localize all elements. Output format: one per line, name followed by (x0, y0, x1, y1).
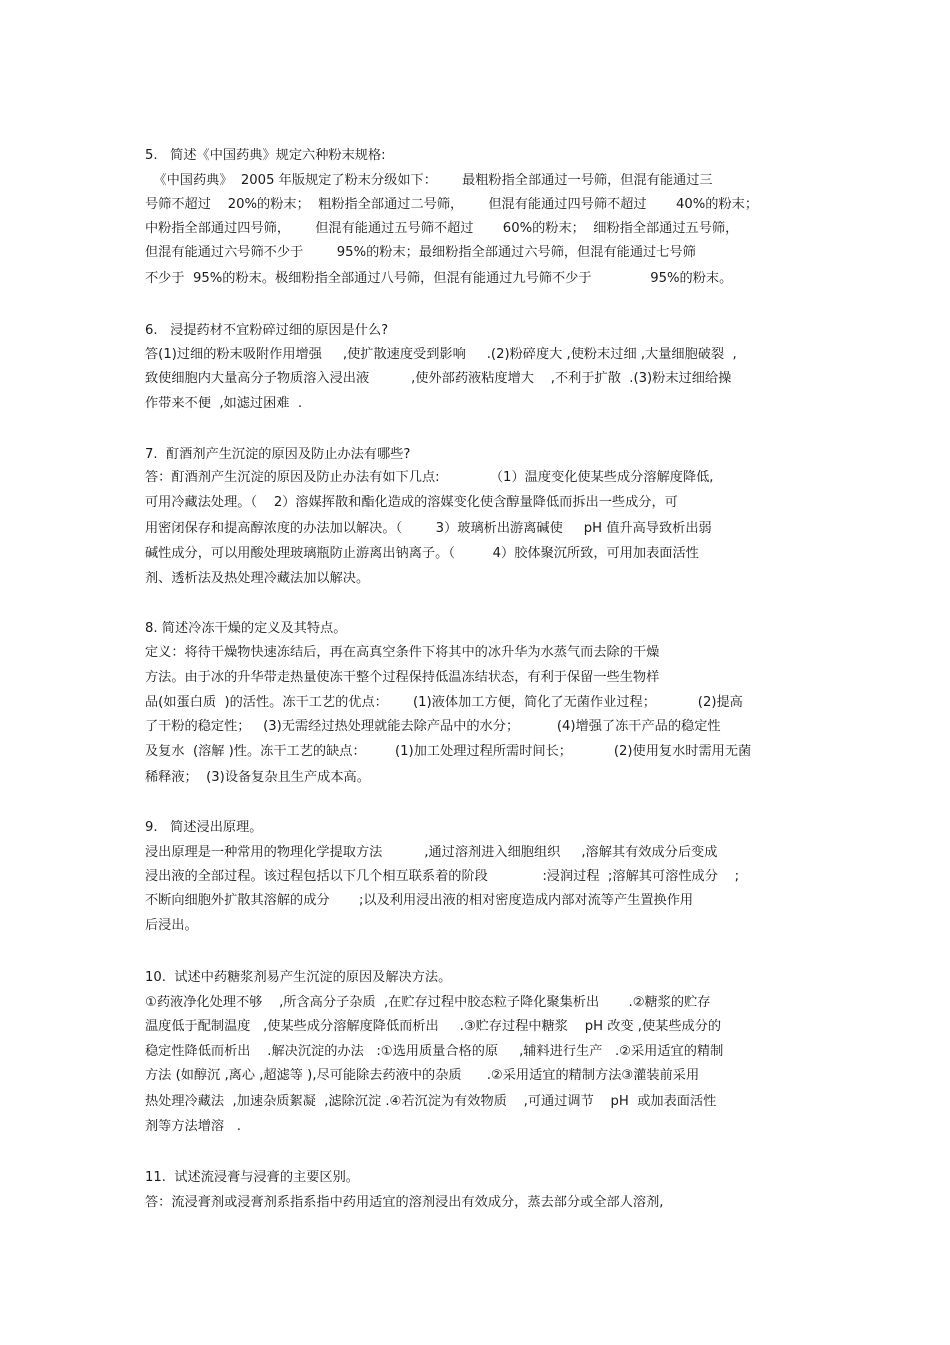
question-5-line: 不少于 95%的粉末。极细粉指全部通过八号筛，但混有能通过九号筛不少于 95%的粉末。 (145, 271, 733, 286)
question-10-line: 剂等方法增溶 . (145, 1119, 241, 1134)
question-10-title: 10. 试述中药糖浆剂易产生沉淀的原因及解决方法。 (145, 970, 452, 985)
question-9-line: 浸出液的全部过程。该过程包括以下几个相互联系着的阶段 :浸润过程 ;溶解其可溶性成分 ; (145, 869, 740, 884)
question-9-title: 9. 简述浸出原理。 (145, 820, 263, 835)
question-8-line: 了干粉的稳定性； (3)无需经过热处理就能去除产品中的水分； (4)增强了冻干产品的稳定性 (145, 719, 721, 734)
question-11-title: 11. 试述流浸膏与浸膏的主要区别。 (145, 1170, 359, 1185)
question-10-line: 稳定性降低而析出 .解决沉淀的办法 :①选用质量合格的原 ,辅料进行生产 .②采用适宜的精制 (145, 1044, 724, 1059)
question-8-line: 品(如蛋白质 )的活性。冻干工艺的优点： (1)液体加工方便，简化了无菌作业过程； (2)提高 (145, 695, 743, 710)
question-6-line: 作带来不便 ,如滤过困难 . (145, 396, 303, 411)
question-7-line: 答：酊酒剂产生沉淀的原因及防止办法有如下几点: （1）温度变化使某些成分溶解度降低, (145, 470, 714, 485)
question-6-line: 答(1)过细的粉末吸附作用增强 ,使扩散速度受到影响 .(2)粉碎度大 ,使粉末过细 ,大量细胞破裂 , (145, 347, 737, 362)
question-10-line: 热处理冷藏法 ,加速杂质絮凝 ,滤除沉淀 .④若沉淀为有效物质 ,可通过调节 pH 或加表面活性 (145, 1094, 717, 1109)
question-7-line: 剂、透析法及热处理冷藏法加以解决。 (145, 571, 370, 586)
question-6-title: 6. 浸提药材不宜粉碎过细的原因是什么? (145, 323, 389, 338)
question-10-line: ①药液净化处理不够 ,所含高分子杂质 ,在贮存过程中胶态粒子降化聚集析出 .②糖浆的贮存 (145, 995, 711, 1010)
question-8-line: 稀释液； (3)设备复杂且生产成本高。 (145, 770, 370, 785)
question-5-line: 号筛不超过 20%的粉末； 粗粉指全部通过二号筛， 但混有能通过四号筛不超过 40%的粉末； (145, 197, 759, 212)
question-5-line: 中粉指全部通过四号筛， 但混有能通过五号筛不超过 60%的粉末； 细粉指全部通过五号筛， (145, 221, 739, 236)
question-9-line: 后浸出。 (145, 918, 198, 933)
question-6-line: 致使细胞内大量高分子物质溶入浸出液 ,使外部药液粘度增大 ,不利于扩散 .(3)粉末过细给操 (145, 371, 732, 386)
question-8-line: 方法。由于冰的升华带走热量使冻干整个过程保持低温冻结状态，有利于保留一些生物样 (145, 670, 660, 685)
question-7-title: 7. 酊酒剂产生沉淀的原因及防止办法有哪些? (145, 447, 411, 462)
question-10-line: 方法 (如醇沉 ,离心 ,超滤等 ),尽可能除去药液中的杂质 .②采用适宜的精制方法③灌装前采用 (145, 1068, 700, 1083)
question-5-title: 5. 简述《中国药典》规定六种粉末规格: (145, 148, 386, 163)
question-5-line: 但混有能通过六号筛不少于 95%的粉末；最细粉指全部通过六号筛，但混有能通过七号筛 (145, 245, 696, 260)
question-8-line: 定义：将待干燥物快速冻结后，再在高真空条件下将其中的冰升华为水蒸气而去除的干燥 (145, 645, 660, 660)
question-8-title: 8. 简述冷冻干燥的定义及其特点。 (145, 621, 347, 636)
question-10-line: 温度低于配制温度 ,使某些成分溶解度降低而析出 .③贮存过程中糖浆 pH 改变 ,使某些成分的 (145, 1019, 722, 1034)
question-9-line: 不断向细胞外扩散其溶解的成分 ;以及利用浸出液的相对密度造成内部对流等产生置换作用 (145, 893, 694, 908)
question-9-line: 浸出原理是一种常用的物理化学提取方法 ,通过溶剂进入细胞组织 ,溶解其有效成分后变成 (145, 845, 718, 860)
question-8-line: 及复水 (溶解 )性。冻干工艺的缺点： (1)加工处理过程所需时间长； (2)使用复水时需用无菌 (145, 744, 752, 759)
question-7-line: 碱性成分，可以用酸处理玻璃瓶防止游离出钠离子。（ 4）胶体聚沉所致，可用加表面活性 (145, 546, 699, 561)
question-5-line: 《中国药典》 2005 年版规定了粉末分级如下： 最粗粉指全部通过一号筛，但混有能通过三 (145, 173, 713, 188)
question-11-line: 答：流浸膏剂或浸膏剂系指系指中药用适宜的溶剂浸出有效成分，蒸去部分或全部人溶剂, (145, 1195, 664, 1210)
question-7-line: 用密闭保存和提高醇浓度的办法加以解决。（ 3）玻璃析出游离碱使 pH 值升高导致析出弱 (145, 521, 712, 536)
question-7-line: 可用冷藏法处理。（ 2）溶媒挥散和酯化造成的溶媒变化使含醇量降低而拆出一些成分，可 (145, 495, 678, 510)
